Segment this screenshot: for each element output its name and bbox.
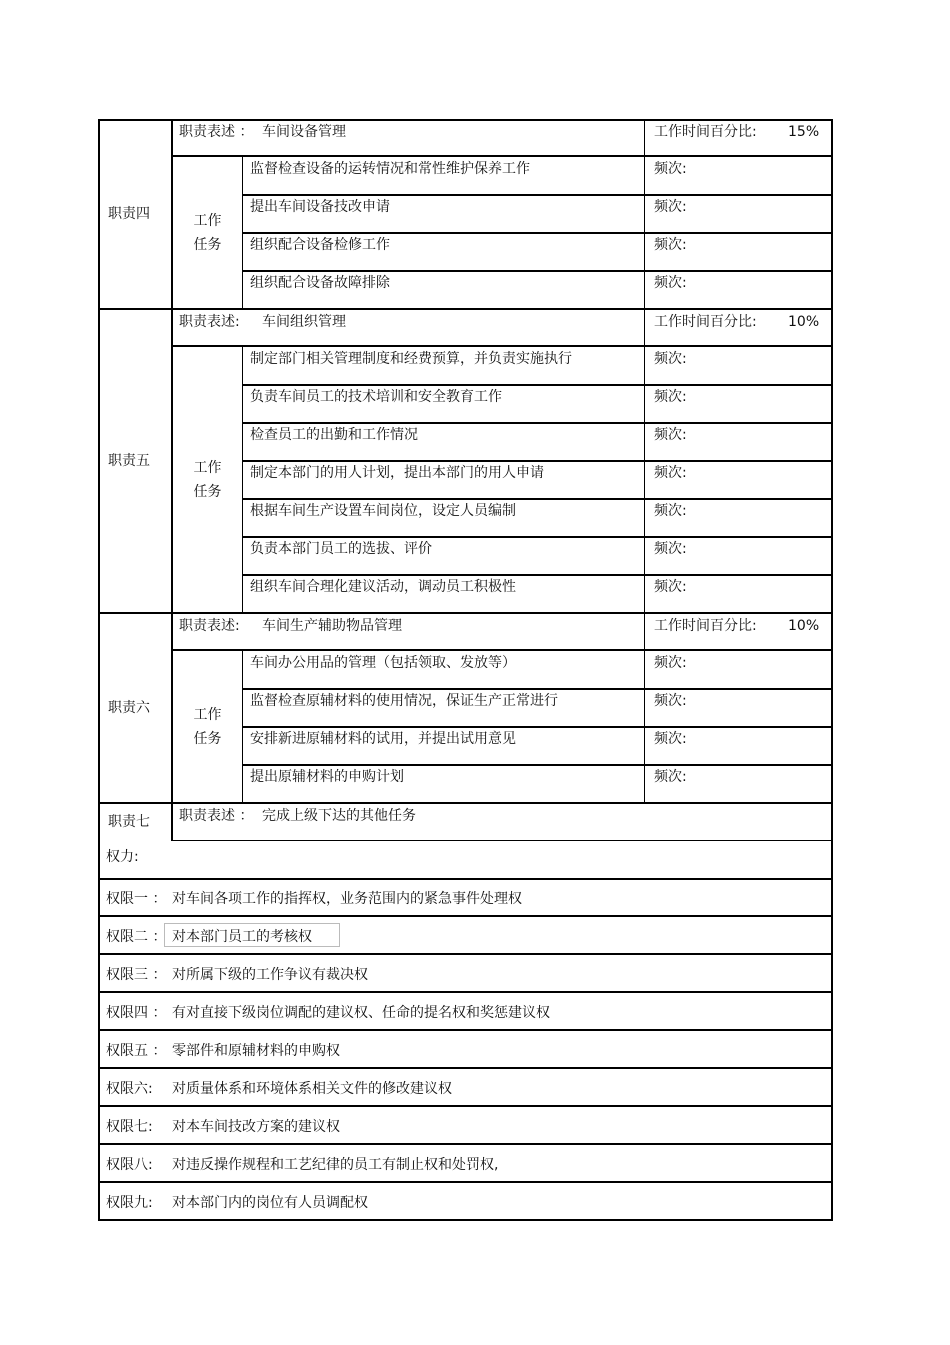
task-item-text: 提出原辅材料的申购计划 [250,769,404,785]
power-section-title: 权力: [106,849,139,865]
task-row-divider [242,194,833,196]
power-text: 对违反操作规程和工艺纪律的员工有制止权和处罚权, [172,1157,499,1173]
duty-desc-prefix: 职责表述: [179,618,240,634]
power-row-divider [98,953,833,955]
power-row-divider [98,1067,833,1069]
desc-row-divider [171,649,833,651]
task-frequency-label: 频次: [654,465,687,481]
duty-desc-text: 车间设备管理 [262,124,346,140]
power-label: 权限二 ： [106,929,167,945]
power-text: 有对直接下级岗位调配的建议权、任命的提名权和奖惩建议权 [172,1005,550,1021]
task-item-text: 制定本部门的用人计划，提出本部门的用人申请 [250,465,544,481]
task-item-text: 监督检查原辅材料的使用情况，保证生产正常进行 [250,693,558,709]
table-right-border [831,955,833,993]
power-row-divider [98,1219,833,1221]
power-label: 权限七: [106,1119,153,1135]
task-row-divider [242,384,833,386]
table-right-border [831,613,833,803]
table-left-border [98,955,100,993]
duty-label-divider [171,613,173,803]
desc-row-divider [171,345,833,347]
table-right-border [831,917,833,955]
task-frequency-label: 频次: [654,427,687,443]
work-time-value: 10% [788,314,820,330]
table-left-border [98,1183,100,1221]
task-frequency-label: 频次: [654,541,687,557]
table-right-border [831,1107,833,1145]
task-frequency-label: 频次: [654,161,687,177]
power-row-divider [98,878,833,880]
task-frequency-label: 频次: [654,199,687,215]
table-left-border [98,841,100,879]
table-right-border [831,1183,833,1221]
duty-desc-prefix: 职责表述: [179,314,240,330]
task-item-text: 提出车间设备技改申请 [250,199,390,215]
task-frequency-label: 频次: [654,579,687,595]
power-label: 权限三 ： [106,967,167,983]
work-time-label: 工作时间百分比: [654,618,757,634]
duty-block-divider [98,612,833,614]
table-right-border [831,841,833,879]
power-text: 对所属下级的工作争议有裁决权 [172,967,368,983]
duty-label: 职责四 [108,206,150,222]
task-frequency-label: 频次: [654,693,687,709]
duty-desc-text: 车间组织管理 [262,314,346,330]
duty-left-border [98,803,100,841]
task-item-text: 负责车间员工的技术培训和安全教育工作 [250,389,502,405]
work-time-value: 10% [788,618,820,634]
task-row-divider [242,422,833,424]
task-item-text: 组织配合设备检修工作 [250,237,390,253]
power-row-divider [98,1181,833,1183]
task-row-divider [242,498,833,500]
table-right-border [831,879,833,917]
duty-label-divider [171,803,173,841]
task-frequency-label: 频次: [654,503,687,519]
desc-row-divider [171,155,833,157]
power-label: 权限八: [106,1157,153,1173]
task-frequency-label: 频次: [654,351,687,367]
task-label: 工作任务 [193,213,222,253]
task-item-text: 安排新进原辅材料的试用，并提出试用意见 [250,731,516,747]
task-label: 工作任务 [193,707,222,747]
power-row-divider [98,1143,833,1145]
table-border-top [98,119,833,121]
duty-label-divider [171,309,173,613]
task-item-text: 制定部门相关管理制度和经费预算，并负责实施执行 [250,351,572,367]
power-row-divider [98,1029,833,1031]
task-item-text: 负责本部门员工的选拔、评价 [250,541,432,557]
task-row-divider [242,574,833,576]
freq-column-divider [644,613,645,803]
task-item-text: 检查员工的出勤和工作情况 [250,427,418,443]
task-row-divider [242,764,833,766]
power-text: 对质量体系和环境体系相关文件的修改建议权 [172,1081,452,1097]
task-row-divider [242,688,833,690]
table-left-border [98,917,100,955]
power-label: 权限一 ： [106,891,167,907]
task-item-text: 组织车间合理化建议活动，调动员工积极性 [250,579,516,595]
power-label: 权限四 ： [106,1005,167,1021]
duty-desc-text: 车间生产辅助物品管理 [262,618,402,634]
power-label: 权限九: [106,1195,153,1211]
table-right-border [831,119,833,309]
task-frequency-label: 频次: [654,237,687,253]
power-text: 对本部门内的岗位有人员调配权 [172,1195,368,1211]
task-frequency-label: 频次: [654,275,687,291]
task-label: 工作任务 [193,460,222,500]
power-text: 零部件和原辅材料的申购权 [172,1043,340,1059]
task-row-divider [242,536,833,538]
work-time-label: 工作时间百分比: [654,124,757,140]
duty-label: 职责六 [108,700,150,716]
responsibility-table [98,119,833,1213]
work-time-value: 15% [788,124,820,140]
desc-row-divider [171,840,833,841]
table-left-border [98,993,100,1031]
duty-left-border [98,613,100,803]
table-right-border [831,1145,833,1183]
freq-column-divider [644,119,645,309]
duty-left-border [98,309,100,613]
task-row-divider [242,460,833,462]
duty-left-border [98,119,100,309]
table-left-border [98,1069,100,1107]
table-left-border [98,879,100,917]
task-item-text: 车间办公用品的管理（包括领取、发放等） [250,655,516,671]
duty-desc-prefix: 职责表述 ： [179,808,254,824]
table-left-border [98,1107,100,1145]
power-text-box [164,923,340,947]
task-frequency-label: 频次: [654,731,687,747]
task-item-text: 监督检查设备的运转情况和常性维护保养工作 [250,161,530,177]
power-label: 权限五 ： [106,1043,167,1059]
duty-desc-prefix: 职责表述 ： [179,124,254,140]
task-row-divider [242,232,833,234]
task-frequency-label: 频次: [654,655,687,671]
duty-block-divider [98,308,833,310]
power-text: 对本车间技改方案的建议权 [172,1119,340,1135]
power-text: 对车间各项工作的指挥权，业务范围内的紧急事件处理权 [172,891,522,907]
task-row-divider [242,270,833,272]
power-label: 权限六: [106,1081,153,1097]
task-frequency-label: 频次: [654,769,687,785]
table-right-border [831,1031,833,1069]
duty-block-divider [98,802,833,804]
table-right-border [831,1069,833,1107]
power-row-divider [98,991,833,993]
task-row-divider [242,726,833,728]
table-left-border [98,1145,100,1183]
duty-desc-text: 完成上级下达的其他任务 [262,808,416,824]
task-item-text: 根据车间生产设置车间岗位，设定人员编制 [250,503,516,519]
power-row-divider [98,1105,833,1107]
table-right-border [831,803,833,841]
table-left-border [98,1031,100,1069]
work-time-label: 工作时间百分比: [654,314,757,330]
task-frequency-label: 频次: [654,389,687,405]
duty-label: 职责七 [108,814,150,830]
duty-label-divider [171,119,173,309]
task-item-text: 组织配合设备故障排除 [250,275,390,291]
power-text: 对本部门员工的考核权 [172,929,312,945]
table-right-border [831,993,833,1031]
power-row-divider [98,915,833,917]
duty-label: 职责五 [108,453,150,469]
